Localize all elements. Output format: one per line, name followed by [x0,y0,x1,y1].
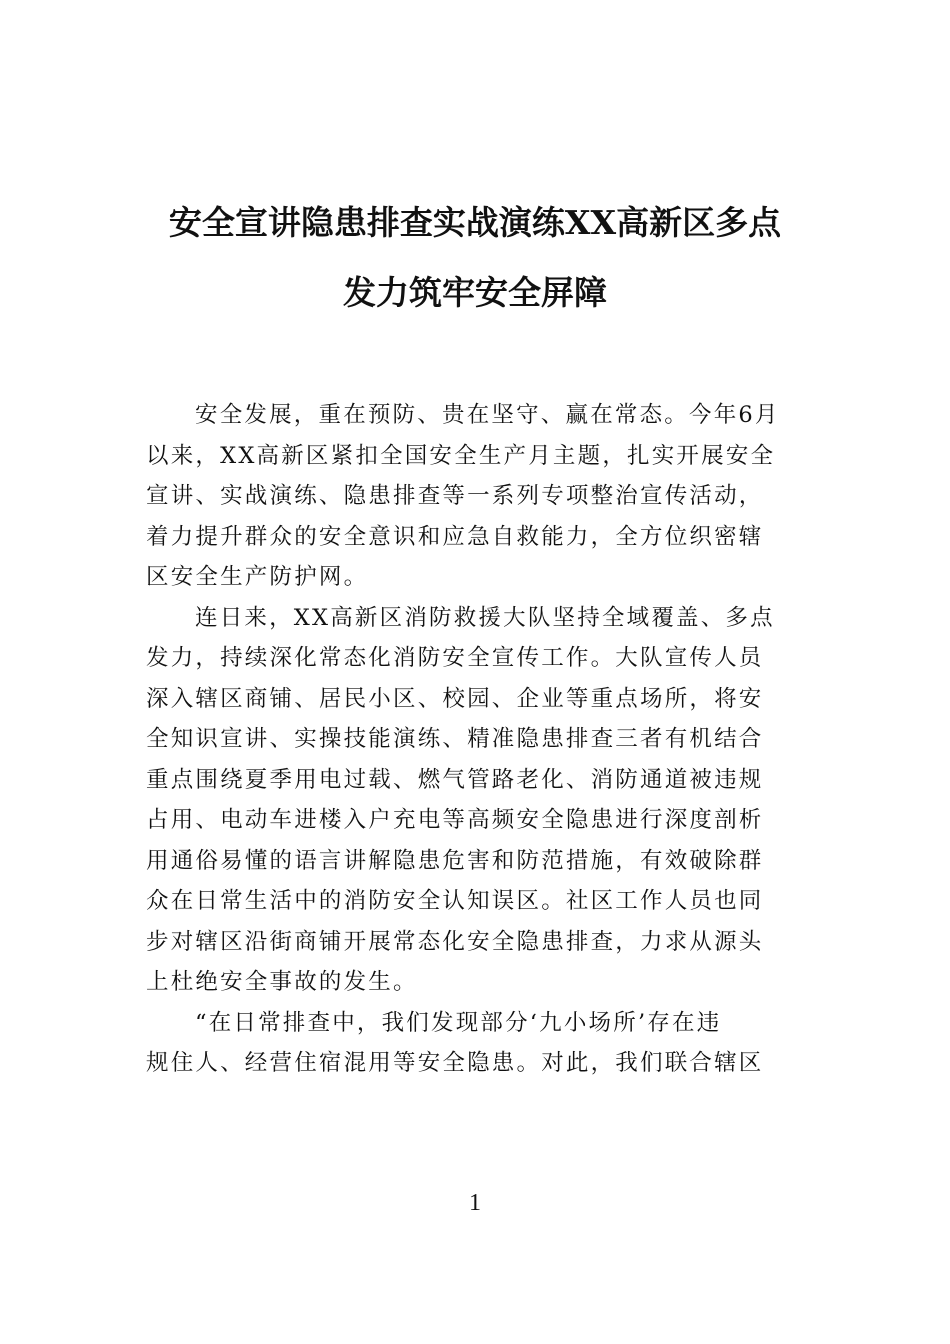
paragraph [146,395,810,598]
title-line: 安全宣讲隐患排查实战演练XX高新区多点 [168,203,782,242]
paragraph-line: 发力，持续深化常态化消防安全宣传工作。大队宣传人员 [146,645,764,671]
paragraph-line: 规住人、经营住宿混用等安全隐患。对此，我们联合辖区 [146,1050,764,1076]
paragraph-line: 重点围绕夏季用电过载、燃气管路老化、消防通道被违规 [146,766,764,793]
paragraph [146,598,810,1003]
paragraph-line: 区安全生产防护网。 [146,564,369,590]
paragraph-line: 众在日常生活中的消防安全认知误区。社区工作人员也同 [146,888,764,914]
paragraph-line: 全知识宣讲、实操技能演练、精准隐患排查三者有机结合 [146,726,764,752]
paragraph-line: 以来，XX高新区紧扣全国安全生产月主题，扎实开展安全 [146,442,776,469]
paragraph-line: 连日来，XX高新区消防救援大队坚持全域覆盖、多点 [195,604,775,631]
paragraph-line: 上杜绝安全事故的发生。 [146,969,418,995]
page-number: 1 [469,1190,481,1216]
paragraph-line: 安全发展，重在预防、贵在坚守、赢在常态。今年6月 [195,402,780,428]
paragraph-line: 宣讲、实战演练、隐患排查等一系列专项整治宣传活动， [146,483,764,509]
paragraph [146,1003,810,1084]
paragraph-line: 占用、电动车进楼入户充电等高频安全隐患进行深度剖析 [146,807,764,833]
document-body [146,395,810,1084]
paragraph-line: 着力提升群众的安全意识和应急自救能力，全方位织密辖 [146,523,764,550]
document-title [140,188,810,328]
paragraph-line: 用通俗易懂的语言讲解隐患危害和防范措施，有效破除群 [146,847,764,874]
paragraph-line: “在日常排查中，我们发现部分‘九小场所’存在违 [195,1009,722,1036]
title-line: 发力筑牢安全屏障 [343,273,607,312]
paragraph-line: 深入辖区商铺、居民小区、校园、企业等重点场所，将安 [146,685,764,712]
paragraph-line: 步对辖区沿街商铺开展常态化安全隐患排查，力求从源头 [146,928,764,955]
